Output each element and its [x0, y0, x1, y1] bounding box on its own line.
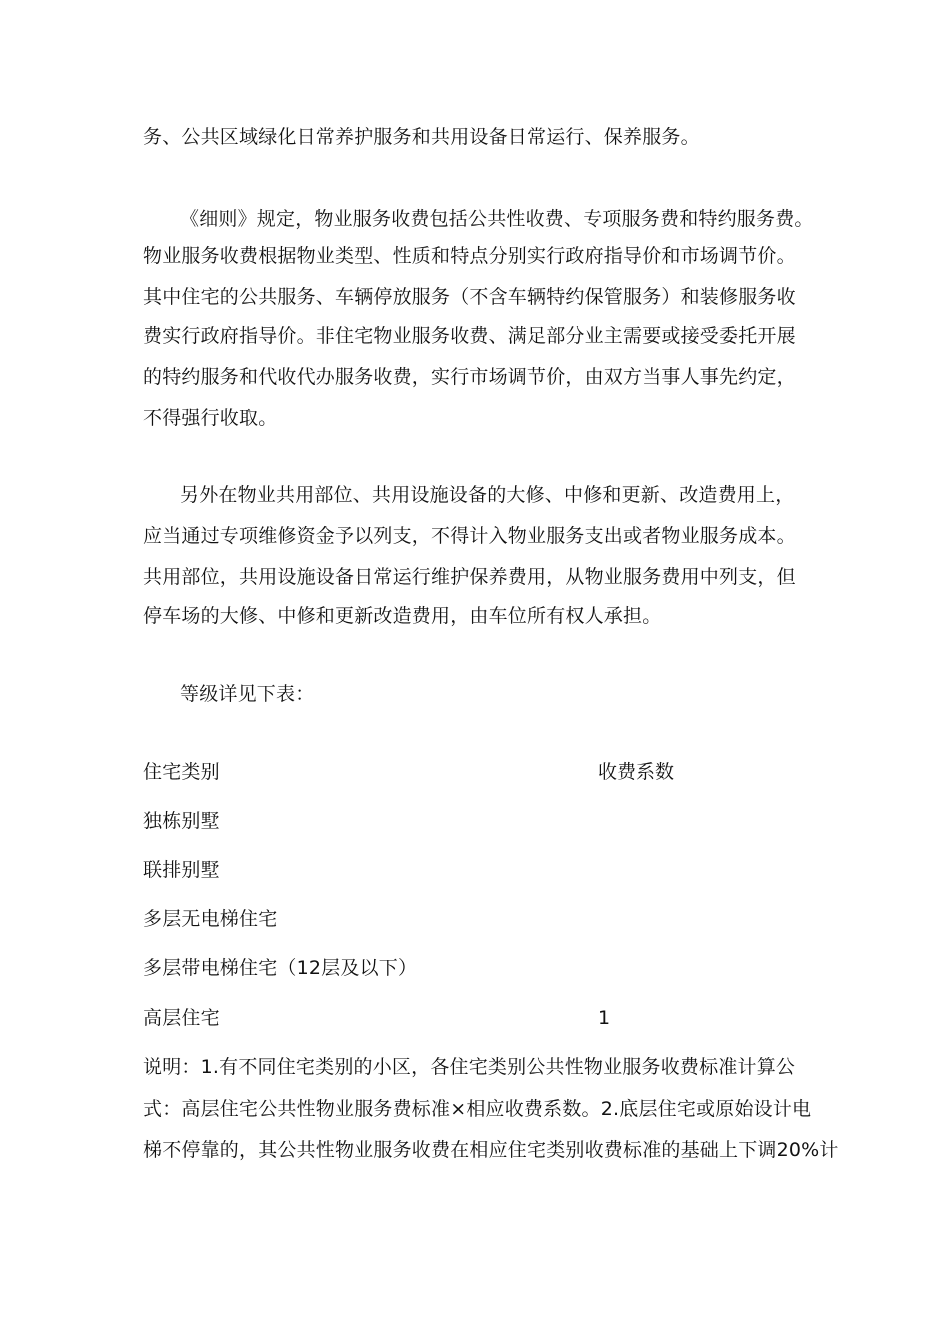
paragraph-3-line-4: 停车场的大修、中修和更新改造费用，由车位所有权人承担。: [143, 605, 662, 627]
paragraph-2-line-5: 的特约服务和代收代办服务收费，实行市场调节价，由双方当事人事先约定，: [143, 366, 796, 388]
paragraph-3-line-1: 另外在物业共用部位、共用设施设备的大修、中修和更新、改造费用上，: [180, 484, 795, 506]
table-row-type: 独栋别墅: [143, 810, 220, 832]
table-header-type: 住宅类别: [143, 761, 220, 783]
table-row-coef: 1: [598, 1007, 611, 1029]
paragraph-2-line-6: 不得强行收取。: [143, 407, 278, 429]
table-row-type: 多层带电梯住宅（12层及以下）: [143, 957, 418, 979]
paragraph-3-line-3: 共用部位，共用设施设备日常运行维护保养费用，从物业服务费用中列支，但: [143, 566, 796, 588]
paragraph-3-line-2: 应当通过专项维修资金予以列支，不得计入物业服务支出或者物业服务成本。: [143, 525, 796, 547]
paragraph-4-line-1: 等级详见下表：: [180, 683, 315, 705]
paragraph-2-line-3: 其中住宅的公共服务、车辆停放服务（不含车辆特约保管服务）和装修服务收: [143, 286, 796, 308]
table-header-coef: 收费系数: [598, 761, 675, 783]
note-line-1: 说明：1.有不同住宅类别的小区，各住宅类别公共性物业服务收费标准计算公: [143, 1056, 796, 1078]
note-line-2: 式：高层住宅公共性物业服务费标准×相应收费系数。2.底层住宅或原始设计电: [143, 1098, 812, 1120]
paragraph-2-line-2: 物业服务收费根据物业类型、性质和特点分别实行政府指导价和市场调节价。: [143, 245, 796, 267]
table-row-type: 多层无电梯住宅: [143, 908, 278, 930]
table-row-type: 联排别墅: [143, 859, 220, 881]
paragraph-1-line-1: 务、公共区域绿化日常养护服务和共用设备日常运行、保养服务。: [143, 126, 700, 148]
note-line-3: 梯不停靠的，其公共性物业服务收费在相应住宅类别收费标准的基础上下调20%计: [143, 1139, 839, 1161]
paragraph-2-line-1: 《细则》规定，物业服务收费包括公共性收费、专项服务费和特约服务费。: [180, 208, 814, 230]
paragraph-2-line-4: 费实行政府指导价。非住宅物业服务收费、满足部分业主需要或接受委托开展: [143, 325, 796, 347]
table-row-type: 高层住宅: [143, 1007, 220, 1029]
